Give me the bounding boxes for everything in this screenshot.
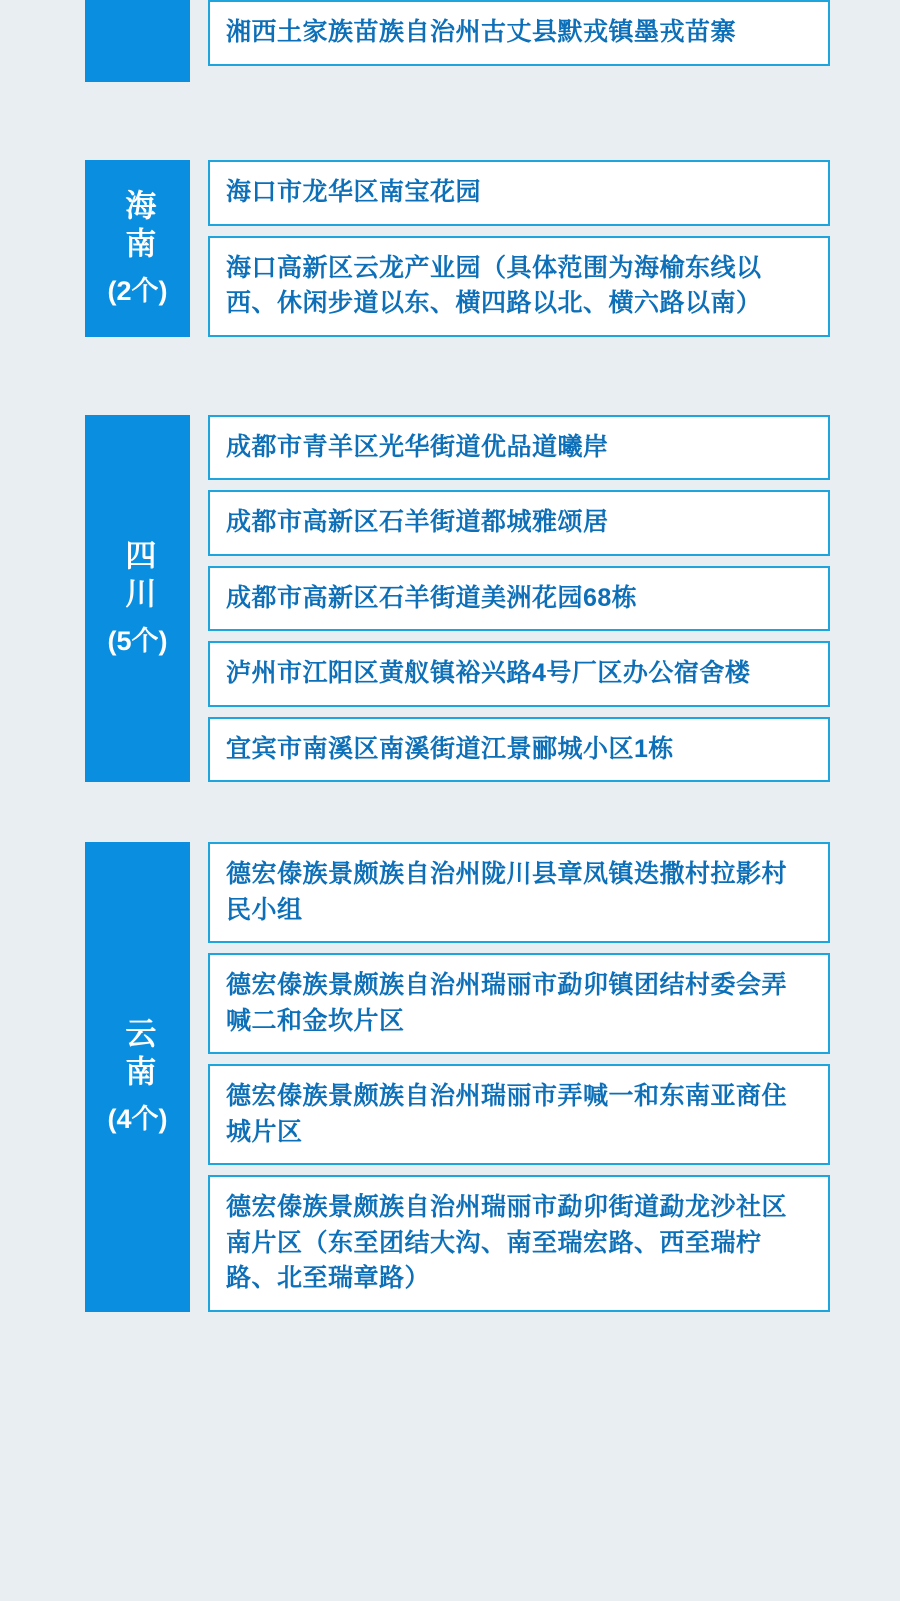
list-item: 德宏傣族景颇族自治州瑞丽市勐卯镇团结村委会弄喊二和金坎片区 bbox=[208, 953, 830, 1054]
list-item: 成都市高新区石羊街道都城雅颂居 bbox=[208, 490, 830, 556]
region-items-hainan bbox=[190, 160, 830, 337]
region-block-partial bbox=[0, 0, 900, 82]
list-item: 成都市高新区石羊街道美洲花园68栋 bbox=[208, 566, 830, 632]
list-item: 海口高新区云龙产业园（具体范围为海榆东线以西、休闲步道以东、横四路以北、横六路以南） bbox=[208, 236, 830, 337]
region-label-yunnan bbox=[85, 842, 190, 1312]
region-block-sichuan bbox=[0, 415, 900, 783]
list-item: 德宏傣族景颇族自治州瑞丽市弄喊一和东南亚商住城片区 bbox=[208, 1064, 830, 1165]
region-name-sichuan: 四川 bbox=[120, 538, 156, 615]
region-items-sichuan bbox=[190, 415, 830, 783]
region-count-hainan: (2个) bbox=[107, 275, 168, 306]
spacer bbox=[0, 337, 900, 415]
list-item: 泸州市江阳区黄舣镇裕兴路4号厂区办公宿舍楼 bbox=[208, 641, 830, 707]
list-item: 湘西土家族苗族自治州古丈县默戎镇墨戎苗寨 bbox=[208, 0, 830, 66]
region-items-partial bbox=[190, 0, 830, 82]
region-count-yunnan: (4个) bbox=[107, 1104, 168, 1135]
region-label-sichuan bbox=[85, 415, 190, 783]
list-item: 德宏傣族景颇族自治州瑞丽市勐卯街道勐龙沙社区南片区（东至团结大沟、南至瑞宏路、西至瑞柠路、北至瑞章路） bbox=[208, 1175, 830, 1312]
list-item: 成都市青羊区光华街道优品道曦岸 bbox=[208, 415, 830, 481]
region-label-partial bbox=[85, 0, 190, 82]
list-item: 宜宾市南溪区南溪街道江景郦城小区1栋 bbox=[208, 717, 830, 783]
list-item: 海口市龙华区南宝花园 bbox=[208, 160, 830, 226]
list-item: 德宏傣族景颇族自治州陇川县章凤镇迭撒村拉影村民小组 bbox=[208, 842, 830, 943]
spacer bbox=[0, 82, 900, 160]
region-name-yunnan: 云南 bbox=[120, 1017, 156, 1094]
region-items-yunnan bbox=[190, 842, 830, 1312]
region-count-sichuan: (5个) bbox=[107, 625, 168, 656]
region-label-hainan bbox=[85, 160, 190, 337]
region-block-hainan bbox=[0, 160, 900, 337]
region-name-hainan: 海南 bbox=[120, 188, 156, 265]
region-block-yunnan bbox=[0, 842, 900, 1312]
spacer bbox=[0, 782, 900, 842]
